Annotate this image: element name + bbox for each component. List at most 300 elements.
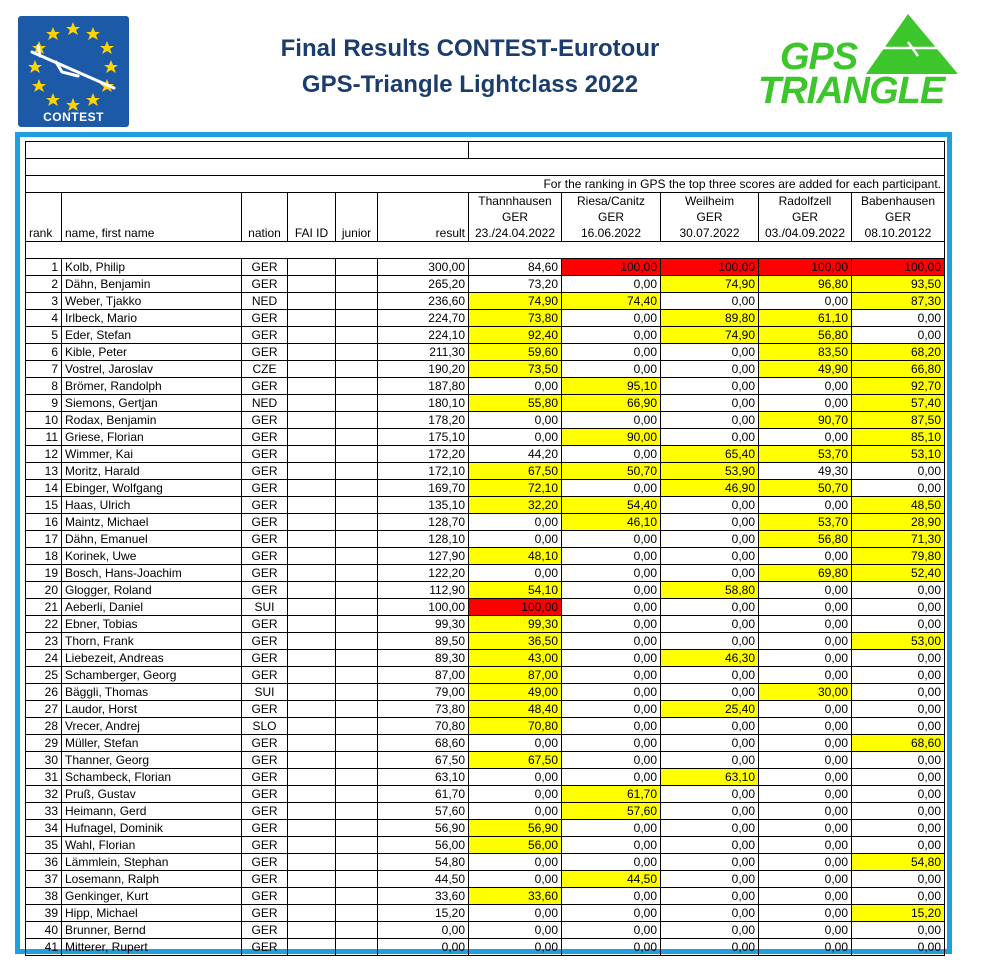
result-cell: 172,20: [378, 446, 469, 463]
score-cell: 100,00: [759, 259, 852, 276]
score-cell: 0,00: [759, 803, 852, 820]
nation-cell: SUI: [242, 599, 288, 616]
score-cell: 0,00: [661, 633, 759, 650]
junior-cell: [336, 871, 378, 888]
junior-cell: [336, 514, 378, 531]
score-cell: 72,10: [469, 480, 562, 497]
junior-cell: [336, 650, 378, 667]
result-cell: 89,50: [378, 633, 469, 650]
rank-cell: 16: [26, 514, 62, 531]
score-cell: 0,00: [661, 395, 759, 412]
event-place: Riesa/Canitz: [576, 194, 646, 208]
score-cell: 61,70: [562, 786, 661, 803]
name-cell: Hipp, Michael: [62, 905, 242, 922]
nation-cell: NED: [242, 395, 288, 412]
score-cell: 0,00: [562, 276, 661, 293]
name-cell: Bosch, Hans-Joachim: [62, 565, 242, 582]
result-cell: 122,20: [378, 565, 469, 582]
rank-cell: 38: [26, 888, 62, 905]
col-junior-header: junior: [336, 193, 378, 242]
score-cell: 57,40: [852, 395, 945, 412]
fai-id-cell: [288, 310, 336, 327]
score-cell: 0,00: [759, 616, 852, 633]
result-cell: 265,20: [378, 276, 469, 293]
name-cell: Wimmer, Kai: [62, 446, 242, 463]
result-cell: 211,30: [378, 344, 469, 361]
nation-cell: GER: [242, 769, 288, 786]
score-cell: 44,20: [469, 446, 562, 463]
table-row: [26, 854, 945, 871]
table-row: [26, 718, 945, 735]
nation-cell: GER: [242, 803, 288, 820]
rank-cell: 40: [26, 922, 62, 939]
fai-id-cell: [288, 684, 336, 701]
junior-cell: [336, 718, 378, 735]
score-cell: 57,60: [562, 803, 661, 820]
score-cell: 0,00: [759, 293, 852, 310]
score-cell: 0,00: [759, 752, 852, 769]
fai-id-cell: [288, 548, 336, 565]
score-cell: 0,00: [562, 582, 661, 599]
rank-cell: 10: [26, 412, 62, 429]
rank-cell: 29: [26, 735, 62, 752]
rank-cell: 12: [26, 446, 62, 463]
event-date: 03./04.09.2022: [764, 226, 846, 240]
score-cell: 32,20: [469, 497, 562, 514]
rank-cell: 15: [26, 497, 62, 514]
result-cell: 224,70: [378, 310, 469, 327]
score-cell: 0,00: [661, 854, 759, 871]
score-cell: 53,90: [661, 463, 759, 480]
table-row: [26, 616, 945, 633]
nation-cell: GER: [242, 531, 288, 548]
result-cell: 127,90: [378, 548, 469, 565]
result-cell: 54,80: [378, 854, 469, 871]
nation-cell: GER: [242, 429, 288, 446]
table-row: [26, 548, 945, 565]
fai-id-cell: [288, 599, 336, 616]
event-place: Weilheim: [684, 194, 735, 208]
nation-cell: SUI: [242, 684, 288, 701]
rank-cell: 3: [26, 293, 62, 310]
score-cell: 79,80: [852, 548, 945, 565]
rank-cell: 7: [26, 361, 62, 378]
score-cell: 0,00: [562, 939, 661, 956]
fai-id-cell: [288, 735, 336, 752]
rank-cell: 22: [26, 616, 62, 633]
nation-cell: GER: [242, 786, 288, 803]
nation-cell: GER: [242, 378, 288, 395]
table-row: [26, 820, 945, 837]
nation-cell: NED: [242, 293, 288, 310]
fai-id-cell: [288, 344, 336, 361]
score-cell: 25,40: [661, 701, 759, 718]
result-cell: 172,10: [378, 463, 469, 480]
nation-cell: GER: [242, 412, 288, 429]
rank-cell: 2: [26, 276, 62, 293]
table-row: [26, 395, 945, 412]
junior-cell: [336, 327, 378, 344]
score-cell: 0,00: [661, 565, 759, 582]
col-name-header: name, first name: [62, 193, 242, 242]
score-cell: 0,00: [852, 752, 945, 769]
name-cell: Haas, Ulrich: [62, 497, 242, 514]
result-cell: 67,50: [378, 752, 469, 769]
score-cell: 89,80: [661, 310, 759, 327]
score-cell: 0,00: [759, 633, 852, 650]
rank-cell: 9: [26, 395, 62, 412]
score-cell: 0,00: [661, 803, 759, 820]
nation-cell: GER: [242, 922, 288, 939]
score-cell: 87,00: [469, 667, 562, 684]
rank-cell: 25: [26, 667, 62, 684]
junior-cell: [336, 259, 378, 276]
result-cell: 70,80: [378, 718, 469, 735]
score-cell: 0,00: [469, 735, 562, 752]
score-cell: 46,90: [661, 480, 759, 497]
fai-id-cell: [288, 633, 336, 650]
score-cell: 15,20: [852, 905, 945, 922]
junior-cell: [336, 361, 378, 378]
score-cell: 0,00: [852, 820, 945, 837]
score-cell: 0,00: [852, 786, 945, 803]
score-cell: 0,00: [469, 786, 562, 803]
table-row: [26, 344, 945, 361]
score-cell: 0,00: [562, 565, 661, 582]
score-cell: 0,00: [562, 310, 661, 327]
junior-cell: [336, 378, 378, 395]
result-cell: 63,10: [378, 769, 469, 786]
score-cell: 0,00: [661, 888, 759, 905]
table-row: [26, 905, 945, 922]
fai-id-cell: [288, 480, 336, 497]
score-cell: 0,00: [562, 599, 661, 616]
contest-logo: [18, 16, 129, 127]
score-cell: 58,80: [661, 582, 759, 599]
score-cell: 0,00: [562, 735, 661, 752]
score-cell: 0,00: [852, 480, 945, 497]
score-cell: 61,10: [759, 310, 852, 327]
score-cell: 92,40: [469, 327, 562, 344]
result-cell: 112,90: [378, 582, 469, 599]
junior-cell: [336, 446, 378, 463]
nation-cell: GER: [242, 905, 288, 922]
table-row: [26, 565, 945, 582]
col-nation-header: nation: [242, 193, 288, 242]
score-cell: 0,00: [759, 429, 852, 446]
event-header: [469, 193, 562, 242]
result-cell: 44,50: [378, 871, 469, 888]
junior-cell: [336, 531, 378, 548]
rank-cell: 8: [26, 378, 62, 395]
triangle-logo-text: TRIANGLE: [758, 70, 945, 112]
score-cell: 0,00: [852, 667, 945, 684]
junior-cell: [336, 905, 378, 922]
score-cell: 0,00: [562, 769, 661, 786]
name-cell: Ebner, Tobias: [62, 616, 242, 633]
rank-cell: 32: [26, 786, 62, 803]
name-cell: Irlbeck, Mario: [62, 310, 242, 327]
name-cell: Glogger, Roland: [62, 582, 242, 599]
score-cell: 46,10: [562, 514, 661, 531]
score-cell: 87,30: [852, 293, 945, 310]
score-cell: 0,00: [661, 412, 759, 429]
fai-id-cell: [288, 871, 336, 888]
table-row: [26, 701, 945, 718]
score-cell: 0,00: [852, 803, 945, 820]
junior-cell: [336, 276, 378, 293]
score-cell: 0,00: [469, 531, 562, 548]
event-place: Thannhausen: [478, 194, 552, 208]
result-cell: 73,80: [378, 701, 469, 718]
score-cell: 49,30: [759, 463, 852, 480]
contest-logo-text: CONTEST: [43, 110, 104, 124]
score-cell: 59,60: [469, 344, 562, 361]
fai-id-cell: [288, 769, 336, 786]
score-cell: 53,70: [759, 446, 852, 463]
event-place: Babenhausen: [860, 194, 936, 208]
col-fai-header: FAI ID: [288, 193, 336, 242]
score-cell: 0,00: [562, 684, 661, 701]
result-cell: 99,30: [378, 616, 469, 633]
junior-cell: [336, 395, 378, 412]
score-cell: 0,00: [661, 616, 759, 633]
nation-cell: GER: [242, 701, 288, 718]
score-cell: 0,00: [469, 565, 562, 582]
junior-cell: [336, 803, 378, 820]
table-row: [26, 803, 945, 820]
score-cell: 49,90: [759, 361, 852, 378]
fai-id-cell: [288, 718, 336, 735]
nation-cell: GER: [242, 497, 288, 514]
score-cell: 0,00: [661, 497, 759, 514]
score-cell: 0,00: [661, 905, 759, 922]
score-cell: 0,00: [562, 412, 661, 429]
junior-cell: [336, 820, 378, 837]
event-date: 30.07.2022: [679, 226, 740, 240]
fai-id-cell: [288, 820, 336, 837]
name-cell: Schambeck, Florian: [62, 769, 242, 786]
score-cell: 0,00: [852, 684, 945, 701]
score-cell: 0,00: [852, 616, 945, 633]
score-cell: 50,70: [562, 463, 661, 480]
result-cell: 187,80: [378, 378, 469, 395]
junior-cell: [336, 548, 378, 565]
junior-cell: [336, 854, 378, 871]
fai-id-cell: [288, 276, 336, 293]
name-cell: Mitterer, Rupert: [62, 939, 242, 956]
result-cell: 79,00: [378, 684, 469, 701]
name-cell: Hufnagel, Dominik: [62, 820, 242, 837]
result-cell: 100,00: [378, 599, 469, 616]
nation-cell: GER: [242, 837, 288, 854]
score-cell: 0,00: [562, 633, 661, 650]
event-header: [562, 193, 661, 242]
score-cell: 54,40: [562, 497, 661, 514]
table-row: [26, 786, 945, 803]
fai-id-cell: [288, 412, 336, 429]
table-row: [26, 327, 945, 344]
score-cell: 0,00: [661, 735, 759, 752]
result-cell: 178,20: [378, 412, 469, 429]
rank-cell: 30: [26, 752, 62, 769]
event-date: 23./24.04.2022: [474, 226, 556, 240]
rank-cell: 33: [26, 803, 62, 820]
score-cell: 56,80: [759, 531, 852, 548]
nation-cell: GER: [242, 327, 288, 344]
score-cell: 0,00: [469, 871, 562, 888]
nation-cell: GER: [242, 650, 288, 667]
score-cell: 0,00: [469, 412, 562, 429]
score-cell: 0,00: [852, 463, 945, 480]
score-cell: 66,90: [562, 395, 661, 412]
score-cell: 100,00: [661, 259, 759, 276]
nation-cell: SLO: [242, 718, 288, 735]
name-cell: Moritz, Harald: [62, 463, 242, 480]
score-cell: 0,00: [661, 667, 759, 684]
rank-cell: 26: [26, 684, 62, 701]
score-cell: 0,00: [759, 667, 852, 684]
table-row: [26, 361, 945, 378]
junior-cell: [336, 565, 378, 582]
rank-cell: 20: [26, 582, 62, 599]
nation-cell: GER: [242, 446, 288, 463]
name-cell: Heimann, Gerd: [62, 803, 242, 820]
score-cell: 48,40: [469, 701, 562, 718]
event-nation: GER: [597, 210, 624, 224]
junior-cell: [336, 293, 378, 310]
score-cell: 0,00: [469, 429, 562, 446]
score-cell: 0,00: [661, 361, 759, 378]
score-cell: 48,50: [852, 497, 945, 514]
name-cell: Kible, Peter: [62, 344, 242, 361]
rank-cell: 11: [26, 429, 62, 446]
score-cell: 56,80: [759, 327, 852, 344]
score-cell: 55,80: [469, 395, 562, 412]
table-row: [26, 752, 945, 769]
score-cell: 0,00: [759, 650, 852, 667]
event-nation: GER: [791, 210, 818, 224]
score-cell: 0,00: [759, 769, 852, 786]
fai-id-cell: [288, 497, 336, 514]
result-cell: 68,60: [378, 735, 469, 752]
junior-cell: [336, 429, 378, 446]
rank-cell: 4: [26, 310, 62, 327]
rank-cell: 19: [26, 565, 62, 582]
score-cell: 0,00: [469, 769, 562, 786]
score-cell: 49,00: [469, 684, 562, 701]
score-cell: 0,00: [852, 837, 945, 854]
score-cell: 44,50: [562, 871, 661, 888]
table-row: [26, 599, 945, 616]
score-cell: 0,00: [852, 650, 945, 667]
score-cell: 0,00: [469, 378, 562, 395]
rank-cell: 27: [26, 701, 62, 718]
score-cell: 0,00: [661, 293, 759, 310]
fai-id-cell: [288, 259, 336, 276]
junior-cell: [336, 633, 378, 650]
score-cell: 0,00: [661, 752, 759, 769]
rank-cell: 34: [26, 820, 62, 837]
result-cell: 180,10: [378, 395, 469, 412]
result-cell: 0,00: [378, 922, 469, 939]
score-cell: 74,90: [661, 276, 759, 293]
score-cell: 0,00: [852, 871, 945, 888]
score-cell: 56,90: [469, 820, 562, 837]
score-cell: 0,00: [852, 769, 945, 786]
score-cell: 96,80: [759, 276, 852, 293]
junior-cell: [336, 480, 378, 497]
score-cell: 0,00: [562, 446, 661, 463]
junior-cell: [336, 616, 378, 633]
table-row: [26, 769, 945, 786]
table-row: [26, 446, 945, 463]
score-cell: 0,00: [852, 939, 945, 956]
score-cell: 0,00: [469, 939, 562, 956]
junior-cell: [336, 497, 378, 514]
event-place: Radolfzell: [778, 194, 832, 208]
score-cell: 52,40: [852, 565, 945, 582]
score-cell: 0,00: [562, 905, 661, 922]
nation-cell: GER: [242, 752, 288, 769]
ranking-note: For the ranking in GPS the top three scores are added for each participant.: [26, 176, 945, 193]
score-cell: 0,00: [852, 582, 945, 599]
rank-cell: 37: [26, 871, 62, 888]
score-cell: 0,00: [661, 837, 759, 854]
score-cell: 0,00: [562, 480, 661, 497]
name-cell: Müller, Stefan: [62, 735, 242, 752]
result-cell: 57,60: [378, 803, 469, 820]
junior-cell: [336, 786, 378, 803]
nation-cell: GER: [242, 276, 288, 293]
score-cell: 63,10: [661, 769, 759, 786]
score-cell: 53,00: [852, 633, 945, 650]
score-cell: 0,00: [562, 327, 661, 344]
score-cell: 73,20: [469, 276, 562, 293]
name-cell: Bäggli, Thomas: [62, 684, 242, 701]
score-cell: 0,00: [661, 820, 759, 837]
rank-cell: 28: [26, 718, 62, 735]
score-cell: 0,00: [562, 344, 661, 361]
score-cell: 0,00: [759, 888, 852, 905]
score-cell: 90,70: [759, 412, 852, 429]
nation-cell: GER: [242, 548, 288, 565]
nation-cell: GER: [242, 463, 288, 480]
nation-cell: GER: [242, 667, 288, 684]
nation-cell: GER: [242, 871, 288, 888]
fai-id-cell: [288, 752, 336, 769]
score-cell: 0,00: [562, 718, 661, 735]
fai-id-cell: [288, 939, 336, 956]
nation-cell: GER: [242, 888, 288, 905]
event-date: 08.10.20122: [864, 226, 932, 240]
table-row: [26, 276, 945, 293]
rank-cell: 36: [26, 854, 62, 871]
score-cell: 0,00: [759, 701, 852, 718]
score-cell: 0,00: [852, 718, 945, 735]
junior-cell: [336, 701, 378, 718]
score-cell: 48,10: [469, 548, 562, 565]
nation-cell: GER: [242, 820, 288, 837]
result-cell: 135,10: [378, 497, 469, 514]
score-cell: 0,00: [661, 531, 759, 548]
score-cell: 68,60: [852, 735, 945, 752]
event-date: 16.06.2022: [580, 226, 642, 240]
junior-cell: [336, 344, 378, 361]
score-cell: 30,00: [759, 684, 852, 701]
table-row: [26, 514, 945, 531]
result-cell: 56,00: [378, 837, 469, 854]
